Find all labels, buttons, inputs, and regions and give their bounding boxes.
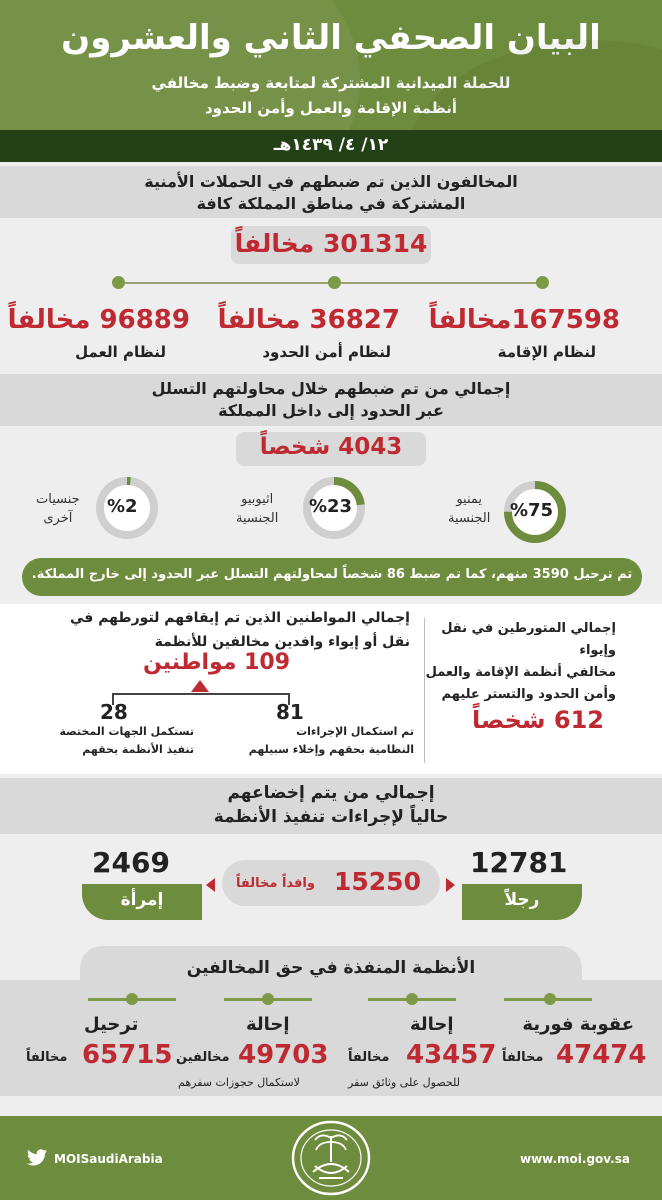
subtitle-line-2: أنظمة الإقامة والعمل وأمن الحدود [204,99,458,117]
ongoing-heading-line-2: حالياً لإجراءات تنفيذ الأنظمة [213,807,449,827]
measure-1-unit: مخالفاً [502,1050,544,1065]
measure-2-note: للحصول على وثائق سفر [348,1076,460,1089]
release-date: ١٢/ ٤/ ١٤٣٩هـ [273,135,389,155]
deportation-banner [22,558,642,596]
involved-total: 612 شخصاً [471,706,604,734]
twitter-handle[interactable]: MOISaudiArabia [54,1152,163,1166]
section-ongoing-heading [0,778,662,834]
pending-line-2: تنفيذ الأنظمة بحقهم [82,743,194,756]
men-count: 12781 [470,846,568,879]
deportation-text: تم ترحيل 3590 منهم، كما تم ضبط 86 شخصاً لمحاولتهم التسلل عبر الحدود إلى خارج المملكة. [31,567,633,582]
pending-text [24,723,194,759]
yemeni-label-line-1: يمنيو [456,492,483,507]
measure-4-unit: مخالفاً [26,1050,68,1065]
caught-total-pill [231,226,431,264]
ongoing-heading-line-1: إجمالي من يتم إخضاعهم [227,783,435,803]
residency-label: لنظام الإقامة [497,343,596,361]
measure-1-title: عقوبة فورية [522,1014,634,1035]
completed-line-2: النظامية بحقهم وإخلاء سبيلهم [248,743,414,756]
measure-dot-4 [126,993,138,1005]
section-border-heading [0,374,662,426]
measure-4-title: ترحيل [84,1014,139,1035]
measure-2-unit: مخالفاً [348,1050,390,1065]
timeline-dot-labor [112,276,125,289]
yemeni-label-line-2: الجنسية [448,511,491,526]
measure-dot-3 [262,993,274,1005]
measure-dot-1 [544,993,556,1005]
border-heading-line-2: عبر الحدود إلى داخل المملكة [218,401,444,420]
involved-line-2: مخالفي أنظمة الإقامة والعمل [425,665,616,680]
labor-violators-count: 96889 مخالفاً [7,305,190,335]
arrow-left-icon [206,878,215,892]
measure-dot-2 [406,993,418,1005]
section-caught-heading [0,166,662,218]
citizens-line-1: إجمالي المواطنين الذين تم إيقافهم لتورطهم في [70,610,410,626]
arrow-right-icon [446,878,455,892]
measures-heading: الأنظمة المنفذة في حق المخالفين [186,958,476,978]
measure-3-unit: مخالفين [176,1050,230,1065]
men-label: رجلاً [504,890,540,910]
timeline-dot-residency [536,276,549,289]
caught-heading-line-1: المخالفون الذين تم ضبطهم في الحملات الأمنية [144,172,518,191]
ethiopian-label-line-1: اثيوبيو [241,492,274,507]
subtitle-line-1: للحملة الميدانية المشتركة لمتابعة وضبط مخالفي [151,74,511,92]
border-total: 4043 شخصاً [259,434,403,460]
header [0,0,662,130]
ring-yemeni-label [448,490,490,528]
women-count: 2469 [92,846,170,879]
timeline-dot-border [328,276,341,289]
labor-label: لنظام العمل [75,343,166,361]
citizens-line-2: نقل أو إيواء وافدين مخالفين للأنظمة [154,634,410,650]
other-label-line-2: آخرى [43,511,73,526]
completed-count: 81 [276,700,304,724]
citizens-text [30,606,410,654]
involved-text [416,618,616,706]
completed-text [244,723,414,759]
ongoing-total-unit: وافداً مخالفاً [236,876,315,891]
date-band [0,130,662,162]
measure-2-count: 43457 [406,1040,497,1070]
residency-violators-count: 167598مخالفاً [428,305,620,335]
emblem-palm-swords-icon [285,1112,377,1198]
website-link[interactable]: www.moi.gov.sa [520,1152,630,1166]
measure-2-title: إحالة [410,1014,454,1035]
citizens-total: 109 مواطنين [143,650,291,675]
ongoing-total: 15250 [334,867,421,896]
caught-total: 301314 مخالفاً [234,229,428,258]
branch-line [112,693,290,695]
ring-other-label [36,490,80,528]
other-label-line-1: جنسيات [36,492,80,507]
branch-arrow-icon [191,680,209,692]
border-label: لنظام أمن الحدود [262,343,391,361]
measure-1-count: 47474 [556,1040,647,1070]
measure-4-count: 65715 [82,1040,173,1070]
caught-heading-line-2: المشتركة في مناطق المملكة كافة [196,194,466,213]
ethiopian-label-line-2: الجنسية [236,511,279,526]
page-title: البيان الصحفي الثاني والعشرون [61,18,601,58]
border-total-pill [236,432,426,466]
involved-line-1: إجمالي المتورطين في نقل وإيواء [441,621,616,658]
ring-other-percent: %2 [107,496,138,517]
border-violators-count: 36827 مخالفاً [217,305,400,335]
women-label: إمرأة [120,890,164,910]
ring-yemeni-percent: %75 [510,500,554,521]
twitter-bird-icon[interactable] [26,1148,48,1168]
ring-ethiopian-percent: %23 [309,496,353,517]
completed-line-1: تم استكمال الإجراءات [296,725,414,738]
involved-line-3: وأمن الحدود والتستر عليهم [441,687,616,702]
measure-3-note: لاستكمال حجوزات سفرهم [178,1076,300,1089]
measure-3-title: إحالة [246,1014,290,1035]
pending-line-1: تستكمل الجهات المختصة [59,725,194,738]
border-heading-line-1: إجمالي من تم ضبطهم خلال محاولتهم التسلل [151,379,511,398]
pending-count: 28 [100,700,128,724]
measure-3-count: 49703 [238,1040,329,1070]
ring-ethiopian-label [236,490,278,528]
